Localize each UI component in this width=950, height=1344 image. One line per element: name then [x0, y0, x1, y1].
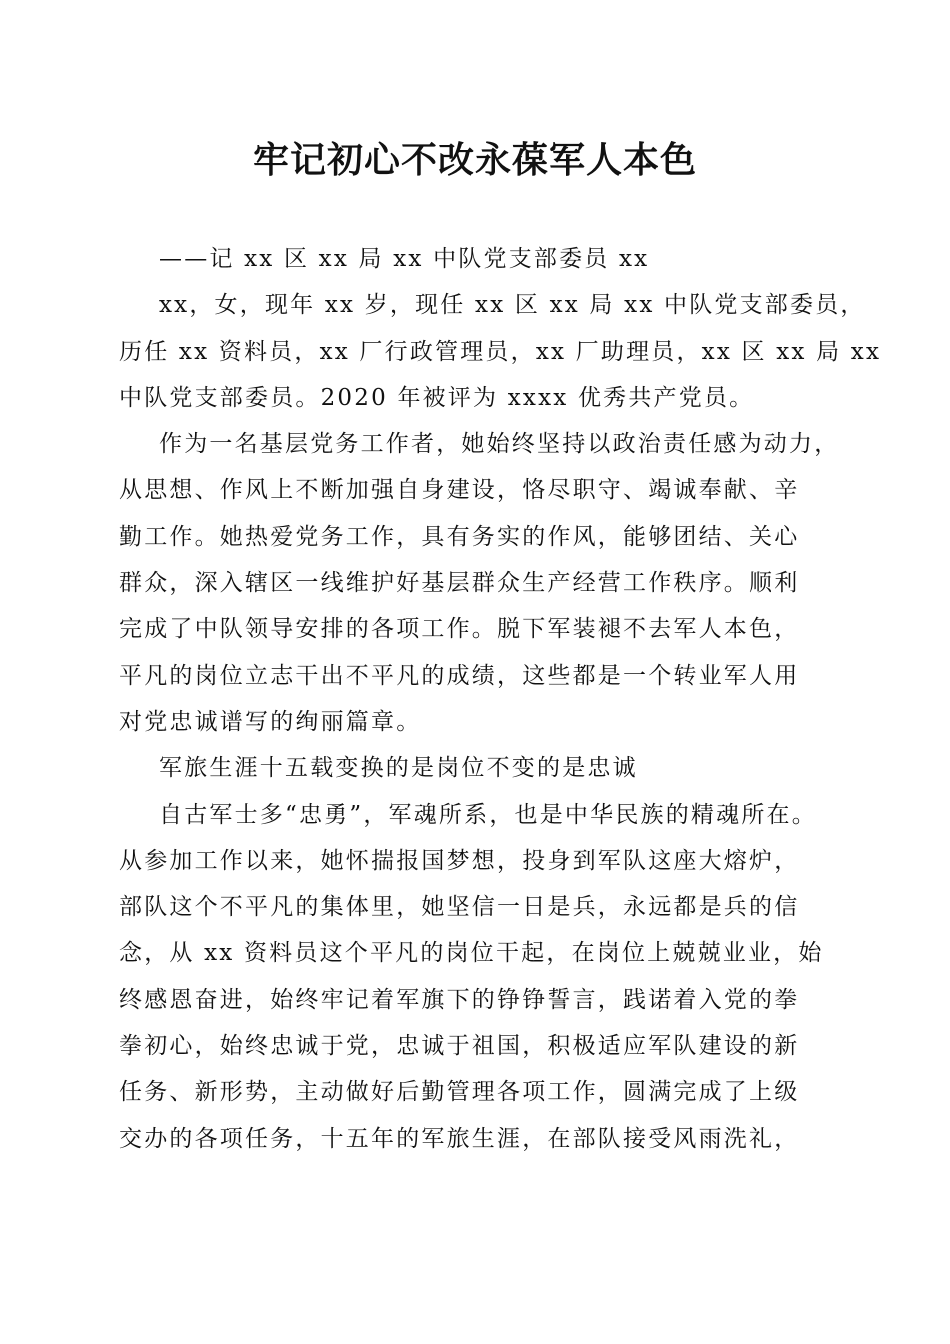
paragraph-line: 中队党支部委员。2020 年被评为 xxxx 优秀共产党员。: [119, 384, 755, 411]
paragraph-line: 完成了中队领导安排的各项工作。脱下军装褪不去军人本色，: [119, 616, 800, 643]
paragraph-line: 终感恩奋进，始终牢记着军旗下的铮铮誓言，践诺着入党的拳: [119, 986, 800, 1013]
subtitle-line: ——记 xx 区 xx 局 xx 中队党支部委员 xx: [159, 246, 650, 272]
document-title: 牢记初心不改永葆军人本色: [252, 139, 697, 181]
paragraph-line: 任务、新形势，主动做好后勤管理各项工作，圆满完成了上级: [119, 1079, 800, 1106]
paragraph-line: 部队这个不平凡的集体里，她坚信一日是兵，永远都是兵的信: [119, 894, 800, 921]
paragraph-line: 作为一名基层党务工作者，她始终坚持以政治责任感为动力，: [159, 431, 840, 458]
paragraph-line: 群众，深入辖区一线维护好基层群众生产经营工作秩序。顺利: [119, 570, 800, 597]
paragraph-line: 从参加工作以来，她怀揣报国梦想，投身到军队这座大熔炉，: [119, 847, 800, 874]
section-heading: 军旅生涯十五载变换的是岗位不变的是忠诚: [159, 755, 638, 782]
paragraph-line: 拳初心，始终忠诚于党，忠诚于祖国，积极适应军队建设的新: [119, 1033, 800, 1060]
paragraph-line: 历任 xx 资料员，xx 厂行政管理员，xx 厂助理员，xx 区 xx 局 xx: [119, 338, 882, 365]
paragraph-line: 对党忠诚谱写的绚丽篇章。: [119, 708, 422, 735]
paragraph-line: 勤工作。她热爱党务工作，具有务实的作风，能够团结、关心: [119, 523, 800, 550]
paragraph-line: xx，女，现年 xx 岁，现任 xx 区 xx 局 xx 中队党支部委员，: [159, 292, 866, 319]
document-body: [119, 236, 882, 1162]
paragraph-line: 自古军士多“忠勇”，军魂所系，也是中华民族的精魂所在。: [159, 801, 817, 828]
paragraph-line: 从思想、作风上不断加强自身建设，恪尽职守、竭诚奉献、辛: [119, 477, 800, 504]
paragraph-line: 平凡的岗位立志干出不平凡的成绩，这些都是一个转业军人用: [119, 662, 800, 689]
paragraph-line: 交办的各项任务，十五年的军旅生涯，在部队接受风雨洗礼，: [119, 1125, 800, 1152]
paragraph-line: 念，从 xx 资料员这个平凡的岗位干起，在岗位上兢兢业业，始: [119, 940, 824, 967]
